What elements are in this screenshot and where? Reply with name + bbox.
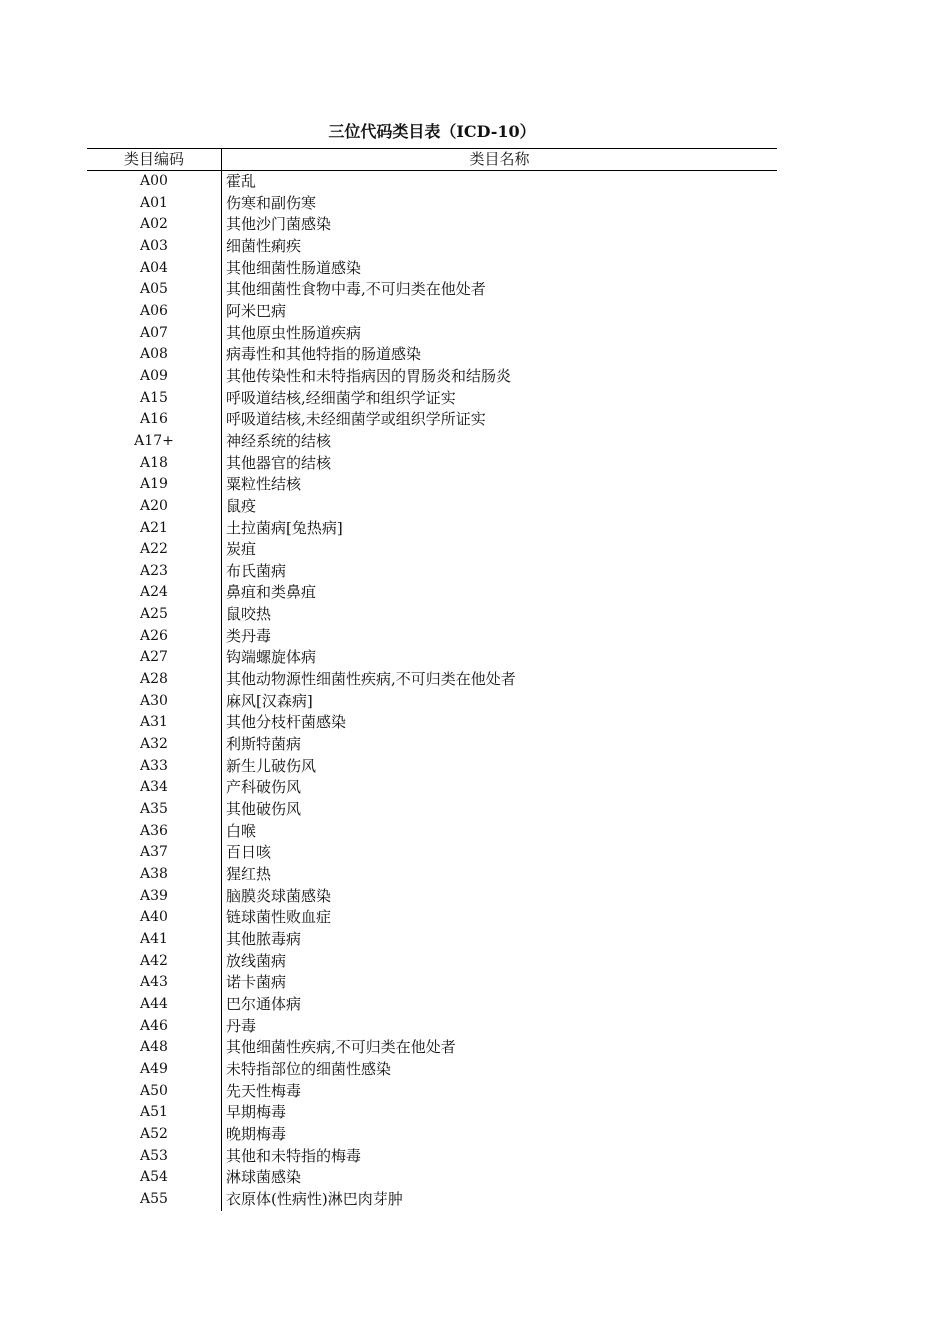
category-name-cell: 其他原虫性肠道疾病 xyxy=(226,323,362,342)
category-name-cell: 其他传染性和未特指病因的胃肠炎和结肠炎 xyxy=(226,366,512,385)
table-row xyxy=(87,344,777,366)
category-name-cell: 其他沙门菌感染 xyxy=(226,215,332,234)
table-row xyxy=(87,777,777,799)
table-row xyxy=(87,1124,777,1146)
category-name-cell: 链球菌性败血症 xyxy=(226,908,332,927)
category-name-cell: 晚期梅毒 xyxy=(226,1124,287,1143)
category-name-cell: 未特指部位的细菌性感染 xyxy=(226,1059,392,1078)
icd-category-table xyxy=(87,148,777,1211)
category-code-cell: A01 xyxy=(140,194,168,211)
category-name-cell: 粟粒性结核 xyxy=(226,475,302,494)
table-row xyxy=(87,647,777,669)
category-name-cell: 病毒性和其他特指的肠道感染 xyxy=(226,345,422,364)
category-code-cell: A39 xyxy=(140,887,168,904)
category-code-cell: A00 xyxy=(140,173,168,189)
table-row xyxy=(87,821,777,843)
category-name-cell: 其他脓毒病 xyxy=(226,929,302,948)
category-code-cell: A40 xyxy=(140,909,168,926)
category-code-cell: A20 xyxy=(140,497,168,514)
table-row xyxy=(87,1081,777,1103)
category-code-cell: A26 xyxy=(140,627,168,644)
category-name-cell: 神经系统的结核 xyxy=(226,431,332,450)
category-name-cell: 其他细菌性肠道感染 xyxy=(226,258,362,277)
table-row xyxy=(87,756,777,778)
category-code-cell: A48 xyxy=(140,1039,168,1056)
category-code-cell: A44 xyxy=(140,995,168,1012)
table-row xyxy=(87,864,777,886)
category-code-cell: A18 xyxy=(140,454,168,471)
category-code-cell: A33 xyxy=(140,757,168,774)
category-code-cell: A42 xyxy=(140,952,168,969)
table-row xyxy=(87,604,777,626)
category-code-cell: A53 xyxy=(140,1147,168,1164)
category-name-cell: 钩端螺旋体病 xyxy=(226,648,317,667)
category-code-cell: A06 xyxy=(140,302,168,319)
table-row xyxy=(87,734,777,756)
category-name-cell: 产科破伤风 xyxy=(226,778,302,797)
category-name-cell: 细菌性痢疾 xyxy=(226,236,302,255)
table-row xyxy=(87,669,777,691)
category-name-cell: 放线菌病 xyxy=(226,951,287,970)
category-code-cell: A31 xyxy=(140,714,168,731)
table-row xyxy=(87,1167,777,1189)
table-row xyxy=(87,1016,777,1038)
table-row xyxy=(87,1102,777,1124)
table-row xyxy=(87,323,777,345)
category-name-cell: 鼠疫 xyxy=(226,496,257,515)
category-name-cell: 衣原体(性病性)淋巴肉芽肿 xyxy=(226,1189,403,1208)
table-row xyxy=(87,431,777,453)
category-code-cell: A43 xyxy=(140,974,168,991)
category-code-cell: A24 xyxy=(140,584,168,601)
table-row xyxy=(87,1059,777,1081)
category-code-cell: A03 xyxy=(140,237,168,254)
category-code-cell: A46 xyxy=(140,1017,168,1034)
category-name-cell: 其他和未特指的梅毒 xyxy=(226,1146,362,1165)
category-name-cell: 其他分枝杆菌感染 xyxy=(226,713,347,732)
category-code-cell: A32 xyxy=(140,736,168,753)
table-row xyxy=(87,886,777,908)
category-code-cell: A15 xyxy=(140,389,168,406)
category-code-cell: A28 xyxy=(140,671,168,688)
table-row xyxy=(87,214,777,236)
category-name-cell: 霍乱 xyxy=(226,172,257,190)
table-row xyxy=(87,279,777,301)
category-code-cell: A37 xyxy=(140,844,168,861)
table-row xyxy=(87,951,777,973)
category-name-cell: 呼吸道结核,经细菌学和组织学证实 xyxy=(226,388,456,407)
category-code-cell: A08 xyxy=(140,346,168,363)
category-name-cell: 诺卡菌病 xyxy=(226,973,287,992)
category-name-cell: 巴尔通体病 xyxy=(226,994,302,1013)
category-name-cell: 类丹毒 xyxy=(226,626,272,645)
category-code-cell: A25 xyxy=(140,606,168,623)
category-name-cell: 其他动物源性细菌性疾病,不可归类在他处者 xyxy=(226,670,516,689)
category-code-cell: A09 xyxy=(140,367,168,384)
category-code-cell: A49 xyxy=(140,1060,168,1077)
table-row xyxy=(87,496,777,518)
category-name-cell: 白喉 xyxy=(226,821,257,840)
table-row xyxy=(87,1037,777,1059)
category-name-cell: 其他器官的结核 xyxy=(226,453,332,472)
table-row xyxy=(87,972,777,994)
table-row xyxy=(87,842,777,864)
table-row xyxy=(87,474,777,496)
category-code-cell: A05 xyxy=(140,281,168,298)
table-row xyxy=(87,236,777,258)
table-row xyxy=(87,171,777,193)
category-name-cell: 土拉菌病[兔热病] xyxy=(226,518,343,537)
category-code-cell: A19 xyxy=(140,476,168,493)
category-name-cell: 丹毒 xyxy=(226,1016,257,1035)
category-name-cell: 淋球菌感染 xyxy=(226,1168,302,1187)
category-code-cell: A23 xyxy=(140,562,168,579)
category-code-cell: A54 xyxy=(140,1169,168,1186)
category-name-cell: 百日咳 xyxy=(226,843,272,862)
category-code-cell: A50 xyxy=(140,1082,168,1099)
header-category-code: 类目编码 xyxy=(123,150,184,168)
category-name-cell: 猩红热 xyxy=(226,865,272,883)
category-code-cell: A07 xyxy=(140,324,168,341)
table-row xyxy=(87,1146,777,1168)
category-name-cell: 炭疽 xyxy=(226,540,257,559)
category-name-cell: 其他破伤风 xyxy=(226,800,302,819)
table-row xyxy=(87,799,777,821)
category-name-cell: 其他细菌性疾病,不可归类在他处者 xyxy=(226,1038,456,1057)
table-row xyxy=(87,994,777,1016)
category-name-cell: 先天性梅毒 xyxy=(226,1081,302,1100)
table-header xyxy=(87,148,777,171)
category-name-cell: 利斯特菌病 xyxy=(226,735,302,754)
table-row xyxy=(87,193,777,215)
table-row xyxy=(87,691,777,713)
category-code-cell: A35 xyxy=(140,801,168,818)
table-row xyxy=(87,409,777,431)
category-code-cell: A16 xyxy=(140,411,168,428)
category-code-cell: A02 xyxy=(140,216,168,233)
category-code-cell: A04 xyxy=(140,259,168,276)
category-code-cell: A51 xyxy=(140,1104,168,1121)
table-row xyxy=(87,301,777,323)
table-row xyxy=(87,388,777,410)
table-row xyxy=(87,539,777,561)
category-code-cell: A41 xyxy=(140,930,168,947)
table-row xyxy=(87,366,777,388)
table-row xyxy=(87,1189,777,1211)
category-name-cell: 鼠咬热 xyxy=(226,605,272,624)
category-code-cell: A38 xyxy=(140,866,168,882)
table-row xyxy=(87,453,777,475)
category-code-cell: A34 xyxy=(140,779,168,796)
category-code-cell: A52 xyxy=(140,1125,168,1142)
category-code-cell: A21 xyxy=(140,519,168,536)
category-code-cell: A27 xyxy=(140,649,168,666)
category-code-cell: A22 xyxy=(140,541,168,558)
table-row xyxy=(87,561,777,583)
table-row xyxy=(87,712,777,734)
table-row xyxy=(87,626,777,648)
category-name-cell: 脑膜炎球菌感染 xyxy=(226,886,332,905)
category-name-cell: 呼吸道结核,未经细菌学或组织学所证实 xyxy=(226,410,486,429)
category-name-cell: 阿米巴病 xyxy=(226,301,287,320)
category-name-cell: 麻风[汉森病] xyxy=(226,691,313,710)
category-code-cell: A36 xyxy=(140,822,168,839)
table-row xyxy=(87,582,777,604)
table-row xyxy=(87,907,777,929)
category-name-cell: 其他细菌性食物中毒,不可归类在他处者 xyxy=(226,280,486,299)
table-row xyxy=(87,929,777,951)
category-name-cell: 新生儿破伤风 xyxy=(226,756,317,775)
category-code-cell: A55 xyxy=(140,1190,168,1207)
table-body xyxy=(87,171,777,1211)
header-category-name: 类目名称 xyxy=(221,149,777,170)
category-name-cell: 鼻疽和类鼻疽 xyxy=(226,583,317,602)
category-name-cell: 伤寒和副伤寒 xyxy=(226,193,317,212)
table-row xyxy=(87,258,777,280)
page-title: 三位代码类目表（ICD-10） xyxy=(328,122,536,141)
category-code-cell: A30 xyxy=(140,692,168,709)
category-name-cell: 早期梅毒 xyxy=(226,1103,287,1122)
category-name-cell: 布氏菌病 xyxy=(226,561,287,580)
category-code-cell: A17+ xyxy=(134,432,174,449)
table-row xyxy=(87,518,777,540)
